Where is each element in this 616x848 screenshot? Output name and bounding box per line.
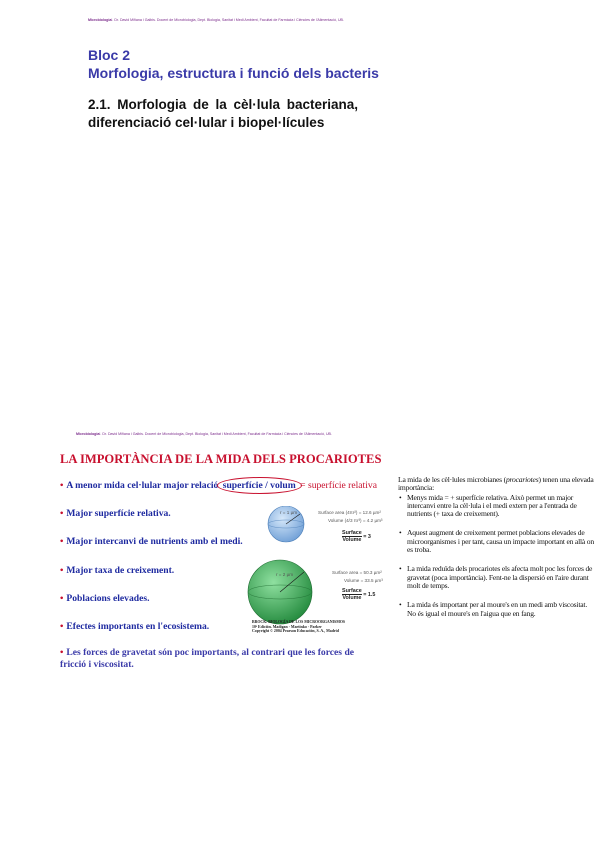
section-title: 2.1. Morfologia de la cèl·lula bacteriana, diferenciació cel·lular i biopel·lícules xyxy=(88,97,358,130)
slide xyxy=(56,442,386,682)
bloc-label: Bloc 2 xyxy=(88,47,131,63)
figure-caption xyxy=(252,620,402,634)
notes-intro-emphasis: procariotes xyxy=(505,475,539,484)
bullet-text: Poblacions elevades. xyxy=(66,593,150,604)
circled-term: superfície / volum xyxy=(222,480,296,491)
header-credits: I. Dr. David Miñana i Galbis. Docent de Microbiologia, Dept. Biologia, Sanitat i Medi Ambient, Facultat de Farmàcia i Ciències de l'Alimentació, UB. xyxy=(99,432,332,436)
bullet-text: Major intercanvi de nutrients amb el medi. xyxy=(66,536,243,547)
bloc-subtitle: Morfologia, estructura i funció dels bacteris xyxy=(88,65,379,81)
bullet-dot: • xyxy=(60,480,64,491)
page-header-top xyxy=(88,18,344,22)
small-surface-label: Surface area (4πr²) = 12.6 µm² xyxy=(318,510,381,515)
slide-bullet-size-ratio xyxy=(60,480,377,492)
caption-line: BROCK. BIOLOGÍA DE LOS MICROORGANISMOS xyxy=(252,620,346,624)
bullet-note: = superfície relativa xyxy=(300,480,377,491)
ratio-denominator: Volume xyxy=(342,595,362,601)
bullet-dot: • xyxy=(60,536,64,547)
ratio-denominator: Volume xyxy=(342,537,362,543)
caption-line: Copyright © 2004 Pearson Educación, S. A., Madrid xyxy=(252,629,339,634)
slide-bullet xyxy=(60,508,171,520)
notes-list xyxy=(398,494,596,618)
large-surface-label: Surface area = 50.3 µm² xyxy=(332,570,382,575)
bullet-text: A menor mida cel·lular major relació xyxy=(66,480,219,491)
bullet-dot: • xyxy=(60,621,64,632)
header-course: Microbiologia xyxy=(76,432,100,436)
bullet-dot: • xyxy=(60,593,64,604)
notes-item: • Menys mida = + superfície relativa. Això permet un major intercanvi entre la cèl·lula i el medi extern per a l'entrada de nutrients (+ taxa de creixement). xyxy=(398,494,596,519)
small-volume-label: Volume (4/3 πr³) = 4.2 µm³ xyxy=(328,518,383,523)
ratio-value: = 3 xyxy=(363,533,371,540)
caption-line: 10ª Edición. Madigan · Martinko · Parker xyxy=(252,624,322,629)
bullet-dot: • xyxy=(60,647,64,658)
notes-item: • La mida és important per al moure's en un medi amb viscositat. No és igual el moure's en l'aigua que en fang. xyxy=(398,601,596,618)
header-course: Microbiologia xyxy=(88,18,112,22)
slide-bullet xyxy=(60,621,209,633)
notes-intro-text: ) tenen una elevada importància: xyxy=(398,475,594,493)
large-ratio xyxy=(342,588,375,601)
page-header-mid xyxy=(76,432,332,436)
small-radius-label: r = 1 µm xyxy=(280,510,298,515)
small-ratio xyxy=(342,530,371,543)
bloc-heading xyxy=(88,46,379,82)
sphere-diagram xyxy=(246,506,396,626)
ratio-numerator: Surface xyxy=(342,530,362,536)
slide-bullet xyxy=(60,536,243,548)
notes-item: • Aquest augment de creixement permet poblacions elevades de microorganismes i per tant, causa un impacte important en allà on es troba. xyxy=(398,529,596,554)
bullet-text: Efectes importants en l'ecosistema. xyxy=(66,621,210,632)
bullet-text: Major superfície relativa. xyxy=(66,508,171,519)
slide-bullet xyxy=(60,565,174,577)
bullet-dot: • xyxy=(60,508,64,519)
large-volume-label: Volume = 33.5 µm³ xyxy=(344,578,383,583)
notes-intro xyxy=(398,476,596,493)
large-radius-label: r = 2 µm xyxy=(276,572,294,577)
bullet-text: Les forces de gravetat són poc importants, al contrari que les forces de fricció i viscositat. xyxy=(60,647,355,670)
speaker-notes xyxy=(398,476,596,629)
ratio-value: = 1.5 xyxy=(363,591,376,598)
slide-title: LA IMPORTÀNCIA DE LA MIDA DELS PROCARIOTES xyxy=(60,452,382,466)
ratio-numerator: Surface xyxy=(342,588,362,594)
bullet-dot: • xyxy=(60,565,64,576)
notes-item: • La mida reduïda dels procariotes els afecta molt poc les forces de gravetat (poca importància). Fent-ne la dispersió en l'aire durant molt de temps. xyxy=(398,565,596,590)
notes-intro-text: La mida de les cèl·lules microbianes ( xyxy=(398,475,506,484)
slide-bullet xyxy=(60,593,150,605)
header-credits: I. Dr. David Miñana i Galbis. Docent de Microbiologia, Dept. Biologia, Sanitat i Medi Ambient, Facultat de Farmàcia i Ciències de l'Alimentació, UB. xyxy=(111,18,344,22)
bullet-text: Major taxa de creixement. xyxy=(66,565,175,576)
